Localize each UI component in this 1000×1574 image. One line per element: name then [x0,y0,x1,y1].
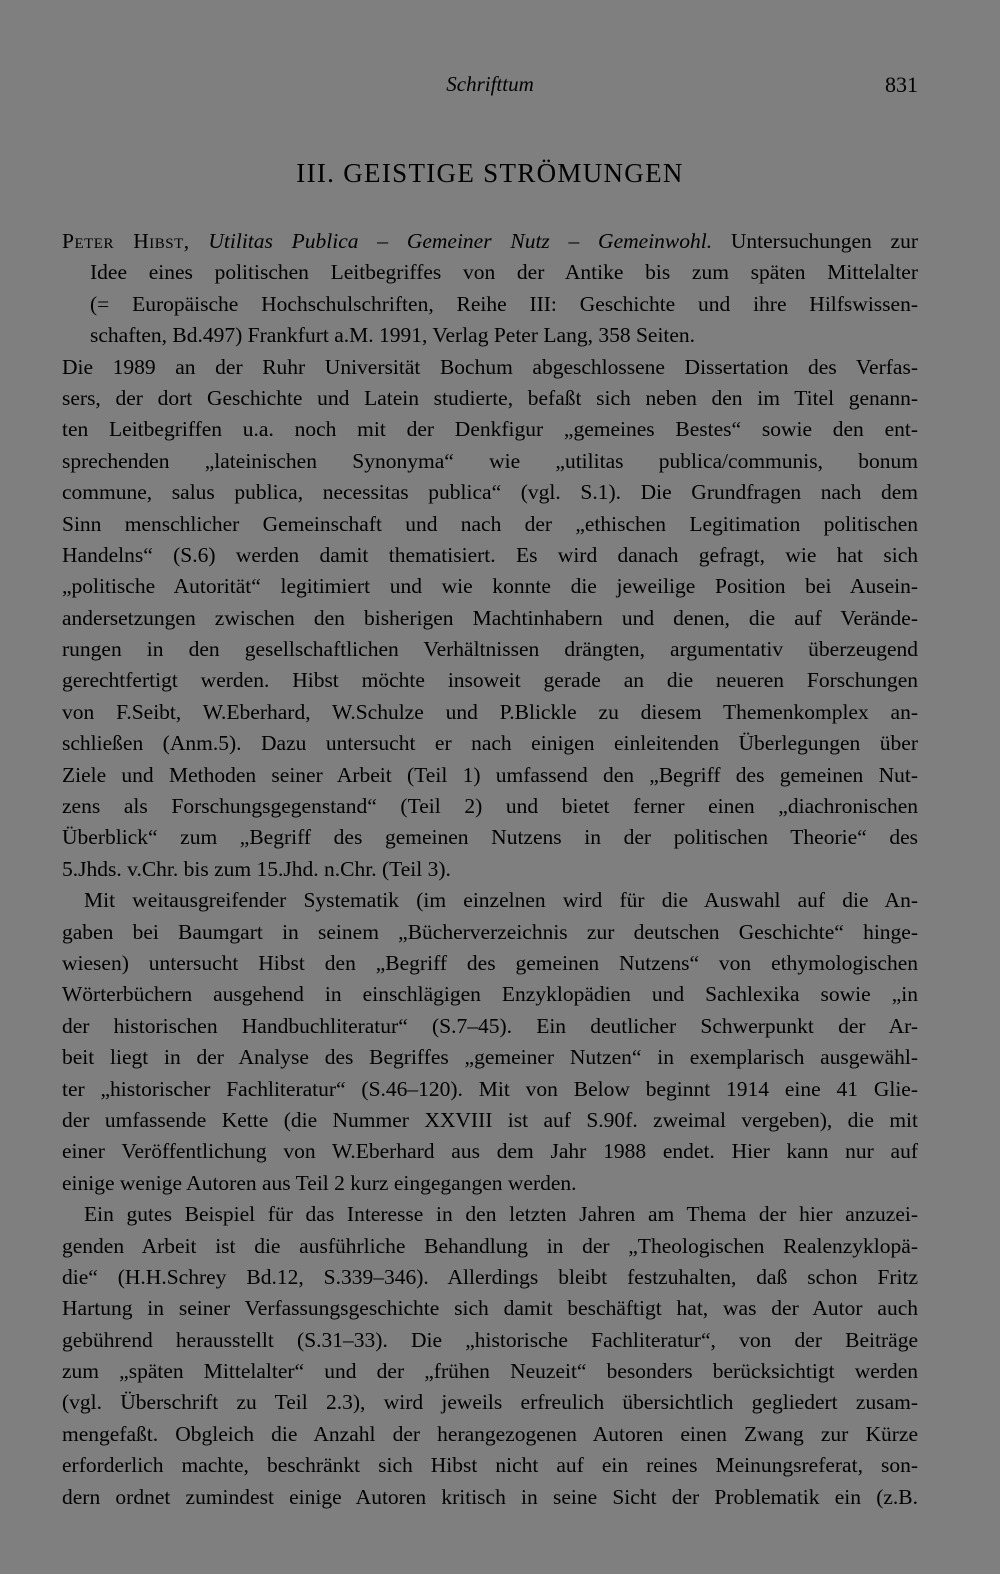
paragraph-line: wiesen) untersucht Hibst den „Begriff des gemeinen Nutzens“ von ethymologischen [62,950,918,975]
paragraph-line: genden Arbeit ist die ausführliche Behandlung in der „Theologischen Realenzyklopä- [62,1233,918,1258]
entry-author: Peter Hibst, [62,229,190,253]
paragraph-line: Handelns“ (S.6) werden damit thematisiert. Es wird danach gefragt, wie hat sich [62,542,918,567]
entry-line: (= Europäische Hochschulschriften, Reihe III: Geschichte und ihre Hilfswissen- [90,291,918,316]
entry-line [62,226,918,257]
entry-text: Untersuchungen zur [712,229,919,253]
paragraph-line: beit liegt in der Analyse des Begriffes „gemeiner Nutzen“ in exemplarisch ausgewähl- [62,1045,918,1070]
paragraph-line: gaben bei Baumgart in seinem „Bücherverzeichnis zur deutschen Geschichte“ hinge- [62,919,918,944]
entry-line: Idee eines politischen Leitbegriffes von der Antike bis zum späten Mittelalter [90,260,918,285]
paragraph-line: Hartung in seiner Verfassungsgeschichte sich damit beschäftigt hat, was der Autor auch [62,1296,918,1321]
paragraph-line: der umfassende Kette (die Nummer XXVIII ist auf S.90f. zweimal vergeben), die mit [62,1107,918,1132]
paragraph-line: Mit weitausgreifender Systematik (im einzelnen wird für die Auswahl auf die An- [84,888,918,913]
paragraph-line: Wörterbüchern ausgehend in einschlägigen Enzyklopädien und Sachlexika sowie „in [62,982,918,1007]
paragraph-line: Überblick“ zum „Begriff des gemeinen Nutzens in der politischen Theorie“ des [62,825,918,850]
paragraph-line: schließen (Anm.5). Dazu untersucht er nach einigen einleitenden Überlegungen über [62,731,918,756]
paragraph-line: gebührend herausstellt (S.31–33). Die „historische Fachliteratur“, von der Beiträge [62,1327,918,1352]
paragraph-line: ter „historischer Fachliteratur“ (S.46–120). Mit von Below beginnt 1914 eine 41 Glie- [62,1076,918,1101]
paragraph-line: erforderlich machte, beschränkt sich Hibst nicht auf ein reines Meinungsreferat, son- [62,1453,918,1478]
paragraph-line: Sinn menschlicher Gemeinschaft und nach der „ethischen Legitimation politischen [62,511,918,536]
paragraph-line: der historischen Handbuchliteratur“ (S.7–45). Ein deutlicher Schwerpunkt der Ar- [62,1013,918,1038]
paragraph-line: einer Veröffentlichung von W.Eberhard aus dem Jahr 1988 endet. Hier kann nur auf [62,1139,918,1164]
paragraph-line: (vgl. Überschrift zu Teil 2.3), wird jeweils erfreulich übersichtlich gegliedert zusam- [62,1390,918,1415]
entry-line: schaften, Bd.497) Frankfurt a.M. 1991, Verlag Peter Lang, 358 Seiten. [90,323,696,348]
paragraph-line: Ziele und Methoden seiner Arbeit (Teil 1) umfassend den „Begriff des gemeinen Nut- [62,762,918,787]
paragraph-line: die“ (H.H.Schrey Bd.12, S.339–346). Allerdings bleibt festzuhalten, daß schon Fritz [62,1264,918,1289]
paragraph-line: sers, der dort Geschichte und Latein studierte, befaßt sich neben den im Titel genann- [62,385,918,410]
section-heading: III. GEISTIGE STRÖMUNGEN [296,158,684,188]
paragraph-line: einige wenige Autoren aus Teil 2 kurz eingegangen werden. [62,1170,577,1195]
paragraph-line: rungen in den gesellschaftlichen Verhältnissen drängten, argumentativ überzeugend [62,637,918,662]
page-number: 831 [885,72,918,97]
running-head [62,70,918,100]
paragraph-line: zum „späten Mittelalter“ und der „frühen Neuzeit“ besonders berücksichtigt werden [62,1359,918,1384]
paragraph-line: andersetzungen zwischen den bisherigen Machtinhabern und denen, die auf Verände- [62,605,918,630]
paragraph-line: dern ordnet zumindest einige Autoren kritisch in seine Sicht der Problematik ein (z.B. [62,1484,918,1509]
paragraph-line: „politische Autorität“ legitimiert und wie konnte die jeweilige Position bei Ausein- [62,574,918,599]
paragraph-line: mengefaßt. Obgleich die Anzahl der herangezogenen Autoren einen Zwang zur Kürze [62,1421,918,1446]
paragraph-line: ten Leitbegriffen u.a. noch mit der Denkfigur „gemeines Bestes“ sowie den ent- [62,417,918,442]
paragraph-line: von F.Seibt, W.Eberhard, W.Schulze und P.Blickle zu diesem Themenkomplex an- [62,699,918,724]
paragraph-line: Die 1989 an der Ruhr Universität Bochum abgeschlossene Dissertation des Verfas- [62,354,918,379]
paragraph-line: 5.Jhds. v.Chr. bis zum 15.Jhd. n.Chr. (Teil 3). [62,856,451,881]
paragraph-line: Ein gutes Beispiel für das Interesse in den letzten Jahren am Thema der hier anzuzei- [84,1202,918,1227]
body-text [62,226,918,1513]
paragraph-line: zens als Forschungsgegenstand“ (Teil 2) und bietet ferner einen „diachronischen [62,794,918,819]
paragraph-line: sprechenden „lateinischen Synonyma“ wie „utilitas publica/communis, bonum [62,448,918,473]
entry-title: Utilitas Publica – Gemeiner Nutz – Gemeinwohl. [208,229,713,253]
running-title: Schrifttum [446,72,534,96]
paragraph-line: gerechtfertigt werden. Hibst möchte insoweit gerade an die neueren Forschungen [62,668,918,693]
paragraph-line: commune, salus publica, necessitas publica“ (vgl. S.1). Die Grundfragen nach dem [62,480,918,505]
